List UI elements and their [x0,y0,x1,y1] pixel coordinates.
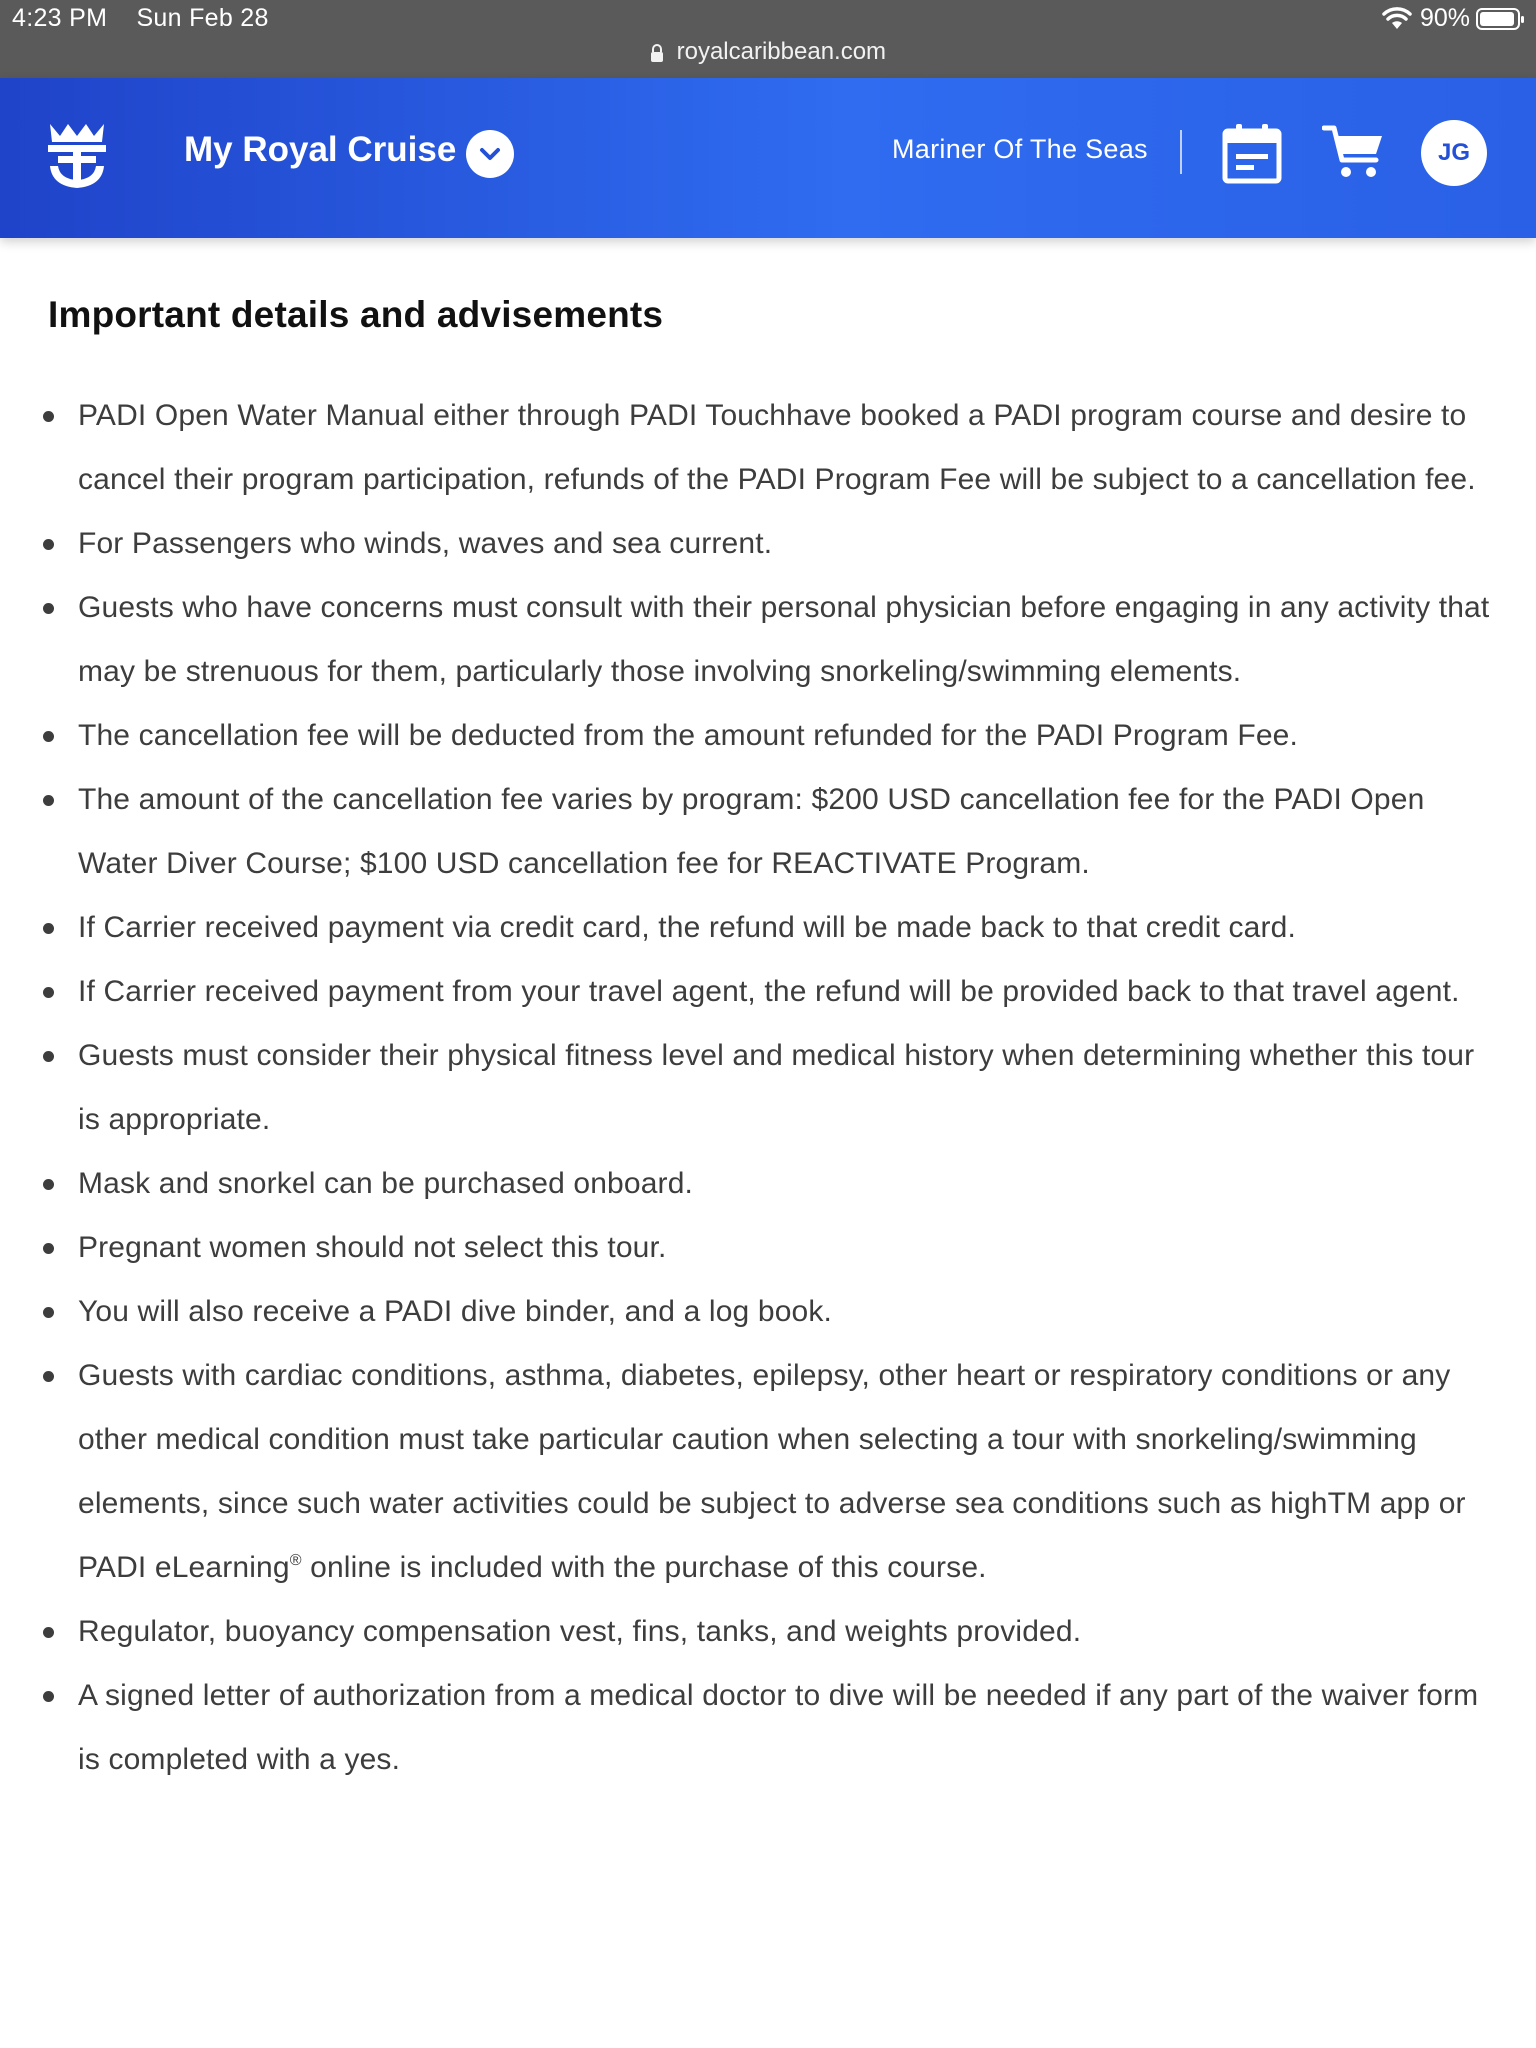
list-item-text: Guests with cardiac conditions, asthma, diabetes, epilepsy, other heart or respiratory conditions or any other medical condition must take particular caution when selecting a tour with snorkeling/swimming elements, since such water activities could be subject to adverse sea conditions such as highTM app or PADI eLearning [78,1359,1466,1584]
list-item: The amount of the cancellation fee varies by program: $200 USD cancellation fee for the PADI Open Water Diver Course; $100 USD cancellation fee for REACTIVATE Program. [0,768,1536,896]
chevron-down-icon [478,146,502,162]
cart-icon[interactable] [1322,122,1386,182]
brand-dropdown-button[interactable] [466,130,514,178]
list-item: If Carrier received payment via credit card, the refund will be made back to that credit card. [0,896,1536,960]
header-divider [1180,130,1182,174]
status-right [1382,4,1526,33]
status-date: Sun Feb 28 [136,4,269,32]
wifi-icon [1382,7,1412,31]
list-item: You will also receive a PADI dive binder, and a log book. [0,1280,1536,1344]
list-item: If Carrier received payment from your travel agent, the refund will be provided back to that travel agent. [0,960,1536,1024]
registered-mark: ® [289,1552,302,1569]
list-item: Guests who have concerns must consult with their personal physician before engaging in any activity that may be strenuous for them, particularly those involving snorkeling/swimming elements. [0,576,1536,704]
list-item: Guests must consider their physical fitness level and medical history when determining whether this tour is appropriate. [0,1024,1536,1152]
crown-anchor-logo-icon[interactable] [44,120,110,192]
lock-icon [650,44,664,62]
url-text: royalcaribbean.com [676,38,887,65]
status-bar [0,0,1536,78]
site-header [0,78,1536,238]
address-bar[interactable] [0,38,1536,66]
status-left [12,4,291,33]
list-item: For Passengers who winds, waves and sea current. [0,512,1536,576]
battery-icon [1476,7,1526,31]
list-item: Regulator, buoyancy compensation vest, fins, tanks, and weights provided. [0,1600,1536,1664]
advisement-list [0,384,1536,1792]
list-item [0,1344,1536,1600]
avatar[interactable]: JG [1421,120,1487,186]
status-time: 4:23 PM [12,4,108,32]
calendar-icon[interactable] [1222,122,1282,184]
list-item: The cancellation fee will be deducted from the amount refunded for the PADI Program Fee. [0,704,1536,768]
section-title: Important details and advisements [48,294,664,335]
brand-title[interactable]: My Royal Cruise [184,130,457,169]
list-item: Pregnant women should not select this tour. [0,1216,1536,1280]
ship-name[interactable]: Mariner Of The Seas [892,134,1148,164]
list-item-text-rest: online is included with the purchase of this course. [301,1551,987,1584]
list-item: PADI Open Water Manual either through PADI Touchhave booked a PADI program course and desire to cancel their program participation, refunds of the PADI Program Fee will be subject to a cancellation fee. [0,384,1536,512]
battery-percent: 90% [1419,4,1470,32]
list-item: A signed letter of authorization from a medical doctor to dive will be needed if any part of the waiver form is completed with a yes. [0,1664,1536,1792]
list-item: Mask and snorkel can be purchased onboard. [0,1152,1536,1216]
